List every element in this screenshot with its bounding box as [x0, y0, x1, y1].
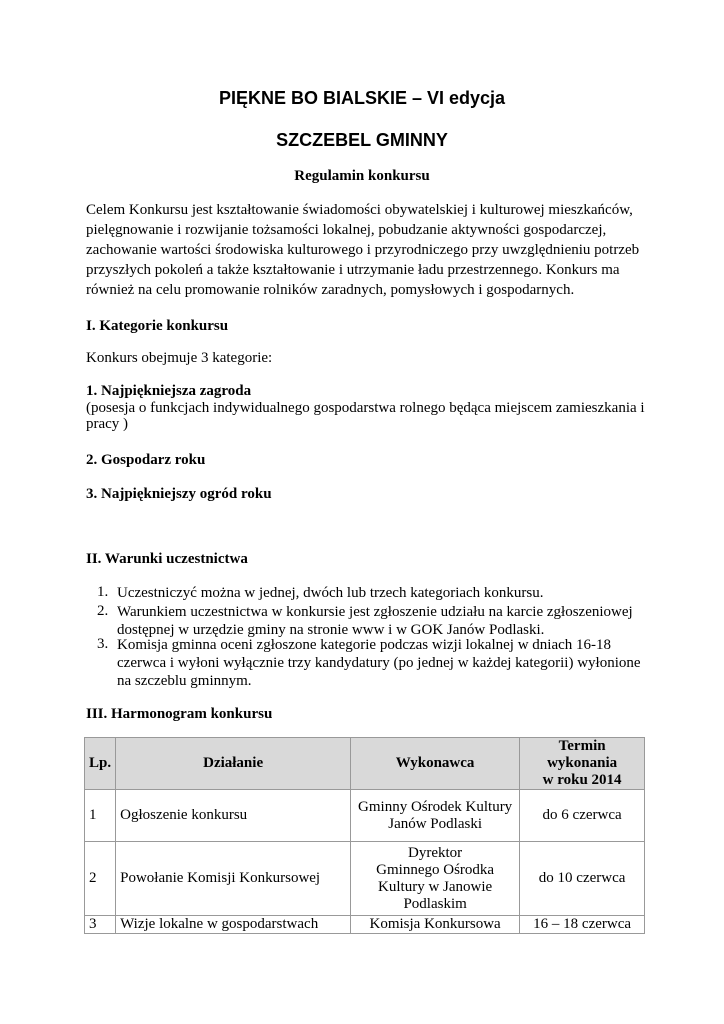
- column-header-lp: Lp.: [85, 738, 116, 790]
- intro-line: zachowanie wartości środowiska kulturowego i przyrodniczego przy uwzględnieniu potrzeb: [86, 242, 640, 258]
- category1-title: 1. Najpiękniejsza zagroda: [86, 383, 252, 399]
- cell-action: Ogłoszenie konkursu: [116, 790, 351, 842]
- cell-lp: 3: [85, 916, 116, 934]
- list-number: 3.: [97, 636, 109, 652]
- document-title: PIĘKNE BO BIALSKIE – VI edycja: [218, 88, 506, 108]
- column-header-deadline-line: Termin wykonania: [547, 738, 618, 771]
- schedule-table: [84, 737, 645, 934]
- list-item: Komisja gminna oceni zgłoszone kategorie podczas wizji lokalnej w dniach 16-18: [117, 637, 612, 653]
- section1-lead: Konkurs obejmuje 3 kategorie:: [86, 350, 273, 366]
- intro-line: również na celu promowanie rolników zaradnych, pomysłowych i gospodarnych.: [86, 282, 575, 298]
- executor-line: Kultury w Janowie: [378, 878, 493, 895]
- list-item: Uczestniczyć można w jednej, dwóch lub trzech kategoriach konkursu.: [117, 585, 544, 601]
- list-item: czerwca i wyłoni wyłącznie trzy kandydatury (po jednej w każdej kategorii) wyłonione: [117, 655, 641, 671]
- category1-description: pracy ): [86, 416, 129, 432]
- intro-line: przyszłych pokoleń a także kształtowanie i utrzymanie ładu przestrzennego. Konkurs ma: [86, 262, 620, 278]
- intro-line: Celem Konkursu jest kształtowanie świadomości obywatelskiej i kulturowej mieszkańców,: [86, 202, 633, 218]
- table-row: [85, 842, 645, 916]
- table-row: [85, 916, 645, 934]
- section2-heading: II. Warunki uczestnictwa: [86, 551, 248, 567]
- column-header-executor: Wykonawca: [351, 738, 520, 790]
- regulations-subtitle: Regulamin konkursu: [294, 168, 430, 184]
- cell-action: Powołanie Komisji Konkursowej: [116, 842, 351, 916]
- level-title: SZCZEBEL GMINNY: [276, 130, 448, 150]
- executor-line: Janów Podlaski: [388, 815, 482, 832]
- column-header-deadline-line: w roku 2014: [542, 772, 622, 788]
- category3-title: 3. Najpiękniejszy ogród roku: [86, 486, 272, 502]
- cell-deadline: do 6 czerwca: [520, 790, 645, 842]
- section1-heading: I. Kategorie konkursu: [86, 318, 229, 334]
- cell-lp: 1: [85, 790, 116, 842]
- executor-line: Dyrektor: [408, 844, 463, 861]
- list-number: 1.: [97, 584, 109, 600]
- table-row: [85, 790, 645, 842]
- list-item: dostępnej w urzędzie gminy na stronie www i w GOK Janów Podlaski.: [117, 622, 545, 638]
- cell-executor: Komisja Konkursowa: [351, 916, 520, 934]
- list-item: na szczeblu gminnym.: [117, 673, 252, 689]
- list-number: 2.: [97, 603, 109, 619]
- table-header-row: [85, 738, 645, 790]
- cell-executor: [351, 790, 520, 842]
- list-item: Warunkiem uczestnictwa w konkursie jest zgłoszenie udziału na karcie zgłoszeniowej: [117, 604, 633, 620]
- column-header-deadline: [520, 738, 645, 790]
- category2-title: 2. Gospodarz roku: [86, 452, 206, 468]
- category1-description: (posesja o funkcjach indywidualnego gospodarstwa rolnego będąca miejscem zamieszkania i: [86, 400, 645, 416]
- column-header-action: Działanie: [116, 738, 351, 790]
- intro-line: pielęgnowanie i rozwijanie tożsamości lokalnej, pobudzanie aktywności gospodarczej,: [86, 222, 607, 238]
- section3-heading: III. Harmonogram konkursu: [86, 706, 273, 722]
- executor-line: Gminny Ośrodek Kultury: [358, 798, 513, 815]
- cell-deadline: 16 – 18 czerwca: [520, 916, 645, 934]
- cell-action: Wizje lokalne w gospodarstwach: [116, 916, 351, 934]
- executor-line: Gminnego Ośrodka: [376, 861, 495, 878]
- cell-lp: 2: [85, 842, 116, 916]
- cell-executor: [351, 842, 520, 916]
- cell-deadline: do 10 czerwca: [520, 842, 645, 916]
- executor-line: Podlaskim: [403, 895, 467, 912]
